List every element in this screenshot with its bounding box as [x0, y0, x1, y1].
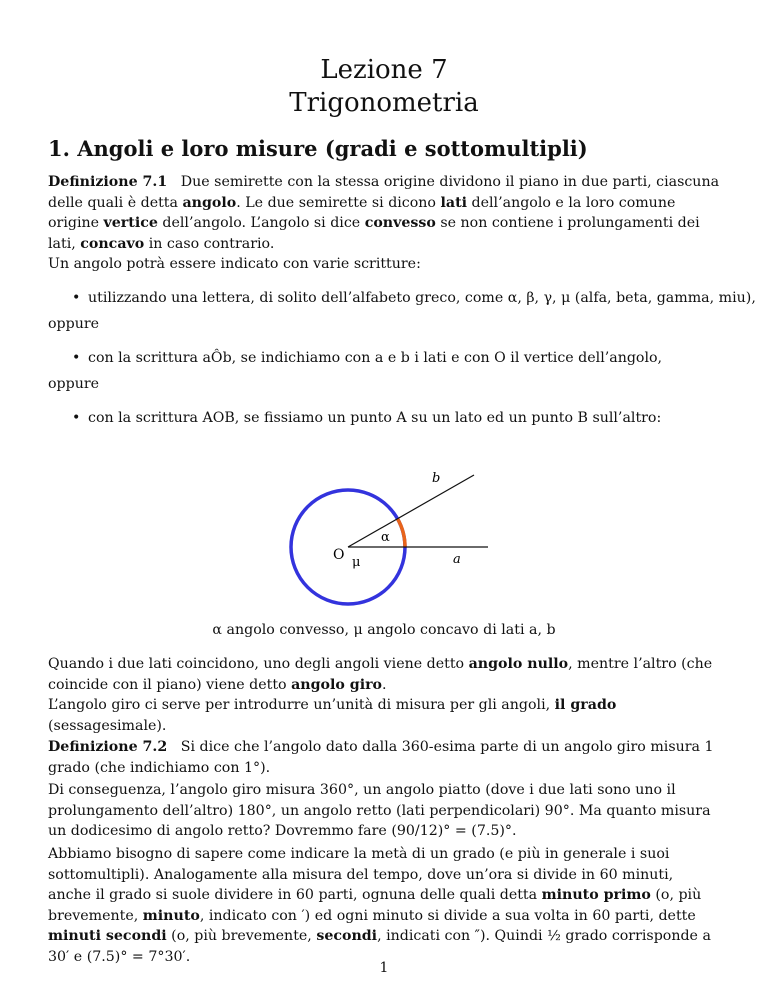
bullet-1: • utilizzando una lettera, di solito dell’alfabeto greco, come α, β, γ, μ (alfa, beta, gamma, miu),	[88, 288, 756, 308]
ray-b	[348, 475, 474, 547]
paragraph-sottomultipli	[48, 844, 720, 967]
def-text: Si dice che l’angolo dato dalla 360-esima parte di un angolo giro misura 1 grado (che indichiamo con 1°).	[48, 739, 714, 776]
text: , indicati con ″). Quindi ½ grado corrisponde a 30′ e (7.5)° = 7°30′.	[48, 928, 711, 965]
text: (o, più brevemente,	[171, 928, 312, 944]
term-lati: lati	[440, 194, 468, 211]
oppure-2: oppure	[48, 376, 100, 392]
term-minuto: minuto	[142, 907, 200, 924]
convex-angle-arc	[397, 519, 405, 548]
bullet-2: • con la scrittura aÔb, se indichiamo con a e b i lati e con O il vertice dell’angolo,	[88, 348, 662, 368]
def-text: dell’angolo e la loro comune origine	[48, 194, 676, 231]
term-secondi: secondi	[316, 928, 378, 944]
text: , indicato con ′) ed ogni minuto si divide a sua volta in 60 parti, dette	[199, 907, 696, 924]
definition-7-2	[48, 737, 720, 778]
bullet-3: • con la scrittura AOB, se fissiamo un punto A su un lato ed un punto B sull’altro:	[88, 408, 661, 428]
term-minuti-secondi: minuti secondi	[48, 928, 167, 944]
page-number: 1	[379, 960, 389, 976]
text: Quando i due lati coincidono, uno degli angoli viene detto	[48, 656, 465, 672]
def-label: Definizione 7.1	[48, 174, 168, 190]
def-text: in caso contrario.	[148, 235, 275, 252]
term-angolo: angolo	[182, 194, 237, 211]
def-text: Due semirette con la stessa origine dividono il piano in due parti, ciascuna delle quali è detta	[48, 174, 720, 211]
intro-text: Un angolo potrà essere indicato con varie scritture:	[48, 256, 421, 272]
label-O: O	[333, 547, 345, 563]
figure-caption: α angolo convesso, μ angolo concavo di lati a, b	[212, 622, 556, 638]
term-vertice: vertice	[103, 215, 158, 231]
def-label: Definizione 7.2	[48, 739, 168, 755]
paragraph-grado	[48, 695, 720, 736]
term-convesso: convesso	[364, 215, 436, 231]
label-mu: μ	[352, 555, 361, 570]
lecture-subtitle: Trigonometria	[289, 88, 479, 118]
term-grado: il grado	[554, 697, 617, 713]
label-a: a	[453, 552, 461, 567]
def-text: se non contiene i prolungamenti dei lati,	[48, 215, 700, 252]
text: .	[382, 676, 387, 693]
text: Abbiamo bisogno di sapere come indicare la metà di un grado (e più in generale i suoi sottomultipli). Analogamente alla misura del tempo, dove un’ora si divide in 60 minuti, anche il grado si suole dividere in 60 parti, ognuna delle quali detta	[48, 846, 674, 903]
def-text: . Le due semirette si dicono	[236, 194, 436, 211]
text: (sessagesimale).	[48, 717, 167, 734]
lecture-title: Lezione 7	[320, 55, 448, 85]
section-heading: 1. Angoli e loro misure (gradi e sottomultipli)	[48, 136, 588, 161]
term-angolo-giro: angolo giro	[291, 676, 383, 693]
text: , mentre l’altro (che coincide con il piano) viene detto	[48, 656, 713, 693]
term-minuto-primo: minuto primo	[541, 887, 651, 903]
term-concavo: concavo	[80, 235, 145, 252]
text: (o, più brevemente,	[48, 887, 702, 924]
oppure-1: oppure	[48, 316, 100, 332]
def-text: dell’angolo. L’angolo si dice	[162, 215, 361, 231]
label-b: b	[432, 471, 441, 486]
paragraph-nullo-giro	[48, 654, 720, 695]
label-alpha: α	[381, 530, 390, 545]
text: L’angolo giro ci serve per introdurre un’unità di misura per gli angoli,	[48, 697, 551, 713]
paragraph-misure: Di conseguenza, l’angolo giro misura 360°, un angolo piatto (dove i due lati sono uno il prolungamento dell’altro) 180°, un angolo retto (lati perpendicolari) 90°. Ma quanto misura un dodicesimo di angolo retto? Dovremmo fare (90/12)° = (7.5)°.	[48, 782, 711, 839]
term-angolo-nullo: angolo nullo	[468, 656, 569, 672]
